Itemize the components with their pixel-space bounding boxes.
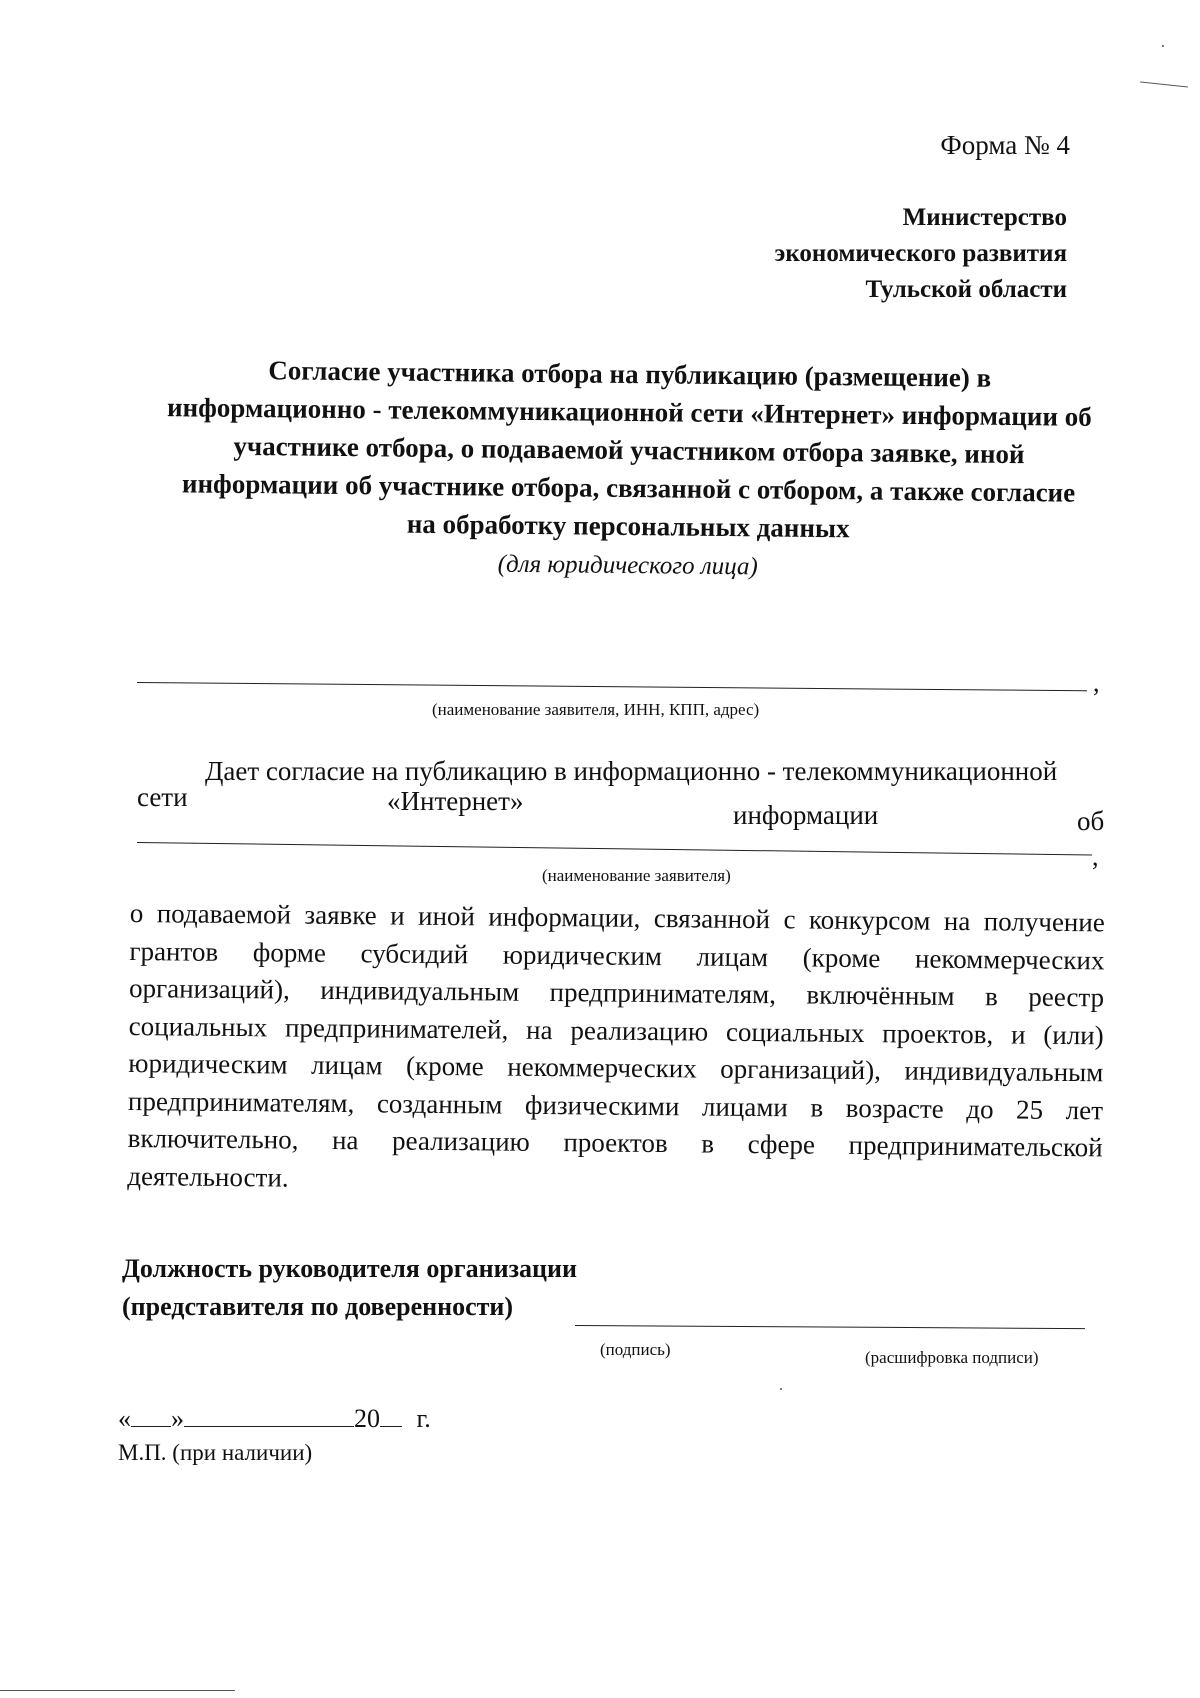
signature-decoding-caption: (расшифровка подписи) [865, 1348, 1039, 1367]
applicant-name-caption: (наименование заявителя) [542, 866, 731, 885]
scan-artifact-line [0, 1690, 235, 1691]
year-suffix: г. [416, 1404, 431, 1433]
position-title [122, 1250, 577, 1326]
addressee-block [775, 200, 1067, 308]
title-line: информационно - телекоммуникационной сети «Интернет» информации об [166, 392, 1092, 432]
consent-first-line: Дает согласие на публикацию в информационно - телекоммуникационной [205, 756, 1058, 786]
document-subtitle: (для юридического лица) [497, 550, 758, 581]
consent-body-paragraph: о подаваемой заявке и иной информации, связанной с конкурсом на получение грантов форме субсидий юридическим лицам (кроме некоммерческих организаций), индивидуальным предпринимателям, включённым в реестр социальных предпринимателей, на реализацию социальных проектов, и (или) юридическим лицам (кроме некоммерческих организаций), индивидуальным предпринимателям, созданным физическими лицами в возрасте до 25 лет включительно, на реализацию проектов в сфере предпринимательской деятельности. [127, 897, 1105, 1193]
position-line: Должность руководителя организации [122, 1254, 577, 1283]
applicant-name-fill-line[interactable] [137, 842, 1092, 856]
date-line [118, 1402, 431, 1434]
consent-word: об [1077, 806, 1105, 836]
consent-word: сети [137, 782, 188, 812]
applicant-trailing-comma: , [1093, 668, 1100, 697]
addressee-line: Министерство [902, 204, 1067, 231]
signature-fill-line[interactable] [575, 1325, 1085, 1329]
year-fill-blank[interactable] [380, 1402, 402, 1427]
applicant-fill-line[interactable] [137, 682, 1087, 691]
scan-speck [1162, 45, 1164, 47]
consent-word: информации [733, 800, 879, 830]
date-close-quote: » [171, 1404, 184, 1433]
addressee-line: Тульской области [865, 276, 1067, 303]
signature-caption: (подпись) [600, 1340, 671, 1359]
form-number: Форма № 4 [940, 130, 1070, 160]
consent-word: «Интернет» [387, 786, 524, 816]
applicant-caption: (наименование заявителя, ИНН, КПП, адрес) [432, 700, 760, 719]
position-line: (представителя по доверенности) [122, 1292, 514, 1321]
date-open-quote: « [118, 1404, 131, 1433]
document-title [138, 350, 1120, 590]
title-line: информации об участнике отбора, связанной с отбором, а также согласие [181, 468, 1076, 508]
scan-artifact-line [1140, 81, 1188, 87]
day-fill-blank[interactable] [131, 1402, 171, 1427]
stamp-note: М.П. (при наличии) [118, 1440, 313, 1465]
name-trailing-comma: , [1092, 842, 1099, 871]
consent-second-line [137, 782, 1117, 836]
title-line: Согласие участника отбора на публикацию (размещение) в [268, 355, 992, 393]
title-line: на обработку персональных данных [406, 508, 850, 544]
scan-speck [780, 1388, 782, 1390]
year-prefix: 20 [354, 1404, 380, 1433]
addressee-line: экономического развития [774, 240, 1067, 267]
month-fill-blank[interactable] [184, 1402, 354, 1427]
title-line: участнике отбора, о подаваемой участником отбора заявке, иной [233, 430, 1025, 470]
